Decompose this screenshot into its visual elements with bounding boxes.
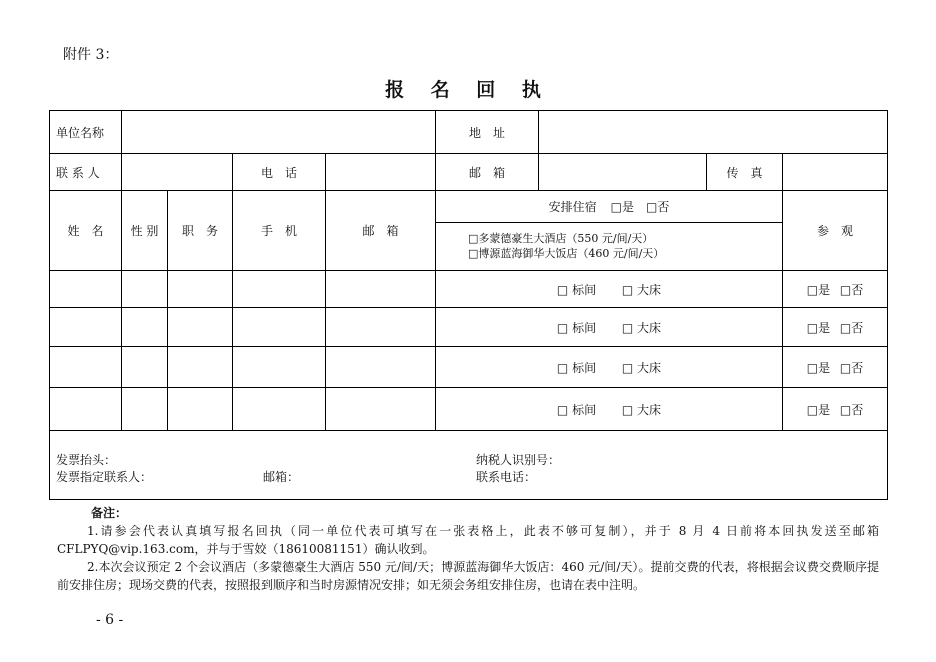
invoice-info[interactable] (50, 431, 888, 500)
king-bed-checkbox[interactable]: □ 大床 (621, 360, 662, 375)
email-cell[interactable] (326, 347, 436, 388)
visit-no-checkbox[interactable]: □否 (839, 402, 864, 417)
king-bed-checkbox[interactable]: □ 大床 (621, 320, 662, 335)
hotel2-checkbox[interactable]: □博源蓝海御华大饭店（460 元/间/天） (468, 247, 665, 260)
lodging-yes-checkbox[interactable]: □是 (610, 200, 634, 214)
name-cell[interactable] (50, 347, 122, 388)
fax-field[interactable] (783, 154, 888, 191)
address-label: 地 址 (436, 111, 539, 154)
invoice-row (50, 431, 888, 500)
mobile-cell[interactable] (233, 308, 326, 347)
gender-cell[interactable] (122, 388, 168, 431)
mobile-cell[interactable] (233, 271, 326, 308)
lodging-no-checkbox[interactable]: □否 (646, 200, 670, 214)
mobile-cell[interactable] (233, 347, 326, 388)
registration-form (49, 110, 888, 500)
hotel1-checkbox[interactable]: □多蒙德豪生大酒店（550 元/间/天） (468, 232, 654, 245)
name-cell[interactable] (50, 271, 122, 308)
position-cell[interactable] (168, 347, 233, 388)
contact-label: 联 系 人 (50, 154, 122, 191)
visit-cell (783, 388, 888, 431)
fax-label: 传 真 (707, 154, 783, 191)
email-cell[interactable] (326, 308, 436, 347)
col-visit: 参 观 (783, 191, 888, 271)
email-cell[interactable] (326, 271, 436, 308)
invoice-email-label: 邮箱： (263, 470, 300, 484)
contact-field[interactable] (122, 154, 233, 191)
col-email: 邮 箱 (326, 191, 436, 271)
email-label: 邮 箱 (436, 154, 539, 191)
col-name: 姓 名 (50, 191, 122, 271)
table-row (50, 271, 888, 308)
attachment-label: 附件 3： (63, 47, 119, 63)
email-field[interactable] (539, 154, 707, 191)
unit-row (50, 111, 888, 154)
page-number: - 6 - (96, 612, 124, 628)
room-type-cell (436, 271, 783, 308)
header-row (50, 191, 888, 271)
visit-no-checkbox[interactable]: □否 (839, 282, 864, 297)
col-mobile: 手 机 (233, 191, 326, 271)
visit-yes-checkbox[interactable]: □是 (806, 402, 831, 417)
phone-field[interactable] (326, 154, 436, 191)
col-position: 职 务 (168, 191, 233, 271)
table-row (50, 308, 888, 347)
lodging-label: 安排住宿 (548, 200, 597, 214)
visit-cell (783, 347, 888, 388)
invoice-contact-label: 发票指定联系人： (56, 470, 153, 484)
standard-room-checkbox[interactable]: □ 标间 (556, 320, 597, 335)
notes-heading: 备注： (91, 506, 128, 520)
tax-id-label: 纳税人识别号： (476, 453, 561, 467)
visit-yes-checkbox[interactable]: □是 (806, 282, 831, 297)
hotel-options (468, 231, 664, 261)
phone-label: 电 话 (233, 154, 326, 191)
king-bed-checkbox[interactable]: □ 大床 (621, 402, 662, 417)
visit-yes-checkbox[interactable]: □是 (806, 320, 831, 335)
king-bed-checkbox[interactable]: □ 大床 (621, 282, 662, 297)
page-title: 报 名 回 执 (385, 79, 551, 101)
col-gender: 性 别 (122, 191, 168, 271)
standard-room-checkbox[interactable]: □ 标间 (556, 282, 597, 297)
notes (57, 504, 879, 594)
note-1: 1.请参会代表认真填写报名回执（同一单位代表可填写在一张表格上，此表不够可复制），并于 8 月 4 日前将本回执发送至邮箱CFLPYQ@vip.163.com，并与于雪姣（18610081151）确认收到。 (57, 524, 879, 556)
name-cell[interactable] (50, 308, 122, 347)
contact-phone-label: 联系电话： (476, 470, 537, 484)
room-type-cell (436, 388, 783, 431)
visit-cell (783, 308, 888, 347)
unit-name-label: 单位名称 (50, 111, 122, 154)
visit-no-checkbox[interactable]: □否 (839, 320, 864, 335)
room-type-cell (436, 347, 783, 388)
visit-yes-checkbox[interactable]: □是 (806, 360, 831, 375)
gender-cell[interactable] (122, 271, 168, 308)
table-row (50, 388, 888, 431)
address-field[interactable] (539, 111, 888, 154)
standard-room-checkbox[interactable]: □ 标间 (556, 360, 597, 375)
position-cell[interactable] (168, 388, 233, 431)
mobile-cell[interactable] (233, 388, 326, 431)
lodging-choice (436, 191, 782, 223)
contact-row (50, 154, 888, 191)
gender-cell[interactable] (122, 347, 168, 388)
note-2: 2.本次会议预定 2 个会议酒店（多蒙德豪生大酒店 550 元/间/天；博源蓝海御华大饭店：460 元/间/天）。提前交费的代表，将根据会议费交费顺序提前安排住房；现场交费的代表，按照报到顺序和当时房源情况安排；如无须会务组安排住房，也请在表中注明。 (57, 560, 879, 592)
name-cell[interactable] (50, 388, 122, 431)
gender-cell[interactable] (122, 308, 168, 347)
visit-cell (783, 271, 888, 308)
room-type-cell (436, 308, 783, 347)
table-row (50, 347, 888, 388)
email-cell[interactable] (326, 388, 436, 431)
invoice-title-label: 发票抬头： (56, 453, 117, 467)
lodging-header (436, 191, 783, 271)
visit-no-checkbox[interactable]: □否 (839, 360, 864, 375)
standard-room-checkbox[interactable]: □ 标间 (556, 402, 597, 417)
position-cell[interactable] (168, 308, 233, 347)
position-cell[interactable] (168, 271, 233, 308)
unit-name-field[interactable] (122, 111, 436, 154)
